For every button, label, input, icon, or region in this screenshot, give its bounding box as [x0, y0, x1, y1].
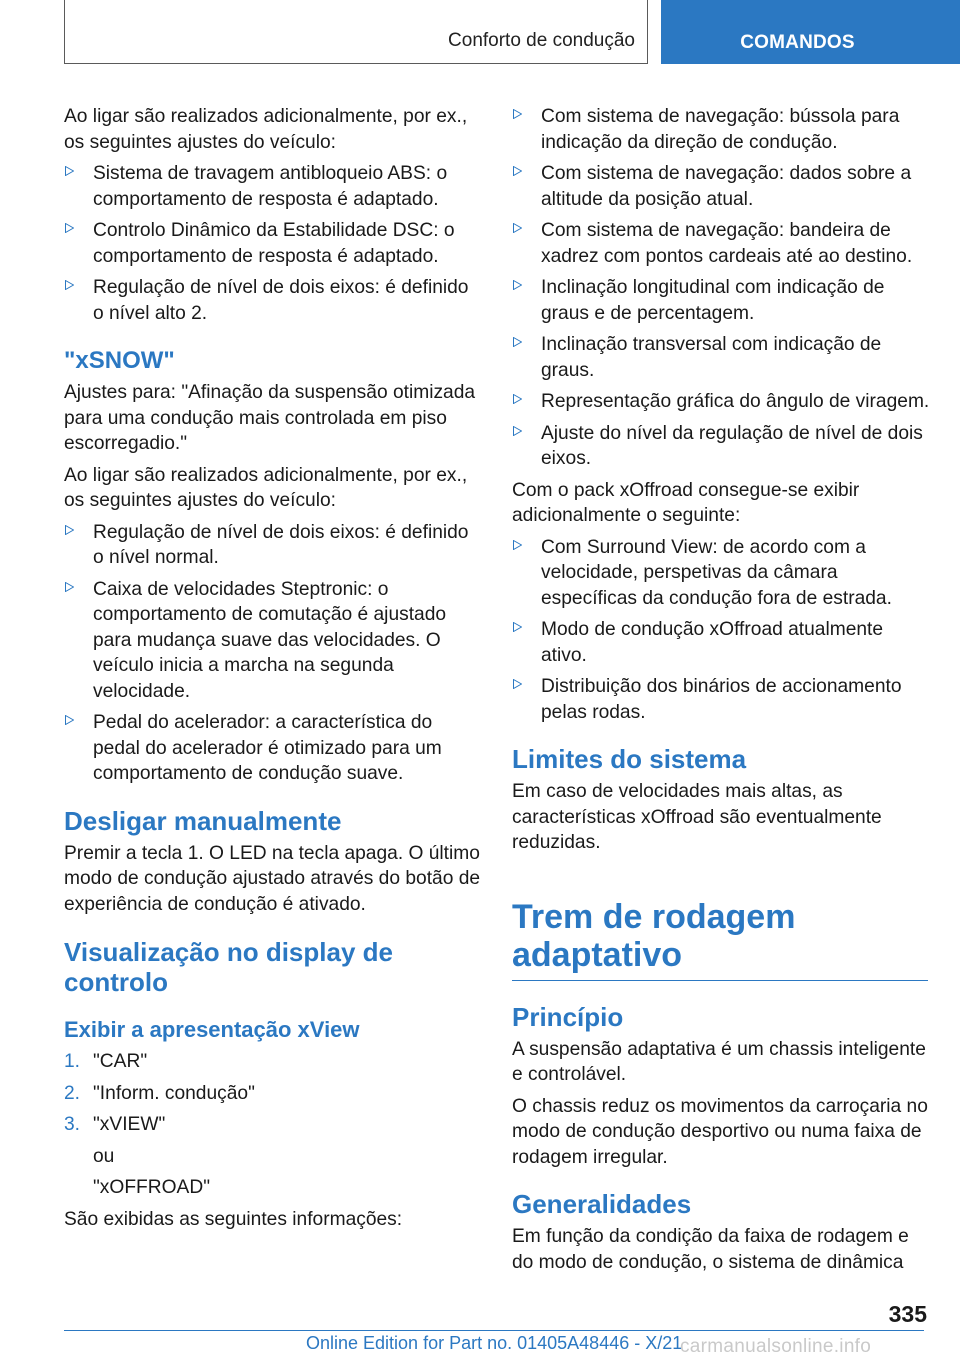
list-item: Com sistema de navegação: bússola para indicação da direção de condução. — [512, 104, 930, 155]
step-number: 1. — [64, 1051, 81, 1072]
step-or: ou — [93, 1145, 115, 1167]
header-frame — [64, 0, 648, 64]
triangle-bullet-icon — [65, 525, 74, 535]
step-alternative: "xOFFROAD" — [93, 1177, 211, 1198]
page-number: 335 — [888, 1301, 927, 1327]
triangle-bullet-icon — [513, 166, 522, 176]
triangle-bullet-icon — [65, 166, 74, 176]
triangle-bullet-icon — [65, 715, 74, 725]
xview-heading: Exibir a apresentação xView — [64, 1017, 360, 1042]
triangle-bullet-icon — [513, 622, 522, 632]
list-item: Pedal do acelerador: a característica do pedal do acelerador é otimizado para um comportamento de condução suave. — [64, 710, 484, 787]
list-item: Inclinação transversal com indicação de graus. — [512, 332, 930, 383]
xsnow-text: Ajustes para: "Afinação da suspensão otimizada para uma condução mais controlada em piso escorregadio." — [64, 382, 476, 454]
principle-heading: Princípio — [512, 1001, 624, 1032]
list-item: Distribuição dos binários de accionamento pelas rodas. — [512, 674, 930, 725]
chapter-heading: Trem de rodagem adaptativo — [512, 897, 796, 974]
triangle-bullet-icon — [65, 223, 74, 233]
triangle-bullet-icon — [513, 426, 522, 436]
footer-rule — [64, 1330, 924, 1331]
header-chapter-tab — [661, 0, 960, 64]
list-item: Regulação de nível de dois eixos: é definido o nível alto 2. — [64, 275, 484, 326]
triangle-bullet-icon — [513, 394, 522, 404]
display-heading: Visualização no display de controlo — [64, 937, 393, 997]
triangle-bullet-icon — [513, 109, 522, 119]
step-item: 1. "CAR" — [64, 1049, 484, 1075]
limits-text: Em caso de velocidades mais altas, as características xOffroad são eventualmente reduzidas. — [512, 781, 882, 853]
right-column — [512, 104, 930, 1281]
list-item: Ajuste do nível da regulação de nível de dois eixos. — [512, 421, 930, 472]
chapter-rule — [512, 980, 928, 981]
manual-off-heading: Desligar manualmente — [64, 805, 342, 836]
footer-watermark: carmanualsonline.info — [680, 1336, 872, 1357]
info-intro: São exibidas as seguintes informações: — [64, 1208, 403, 1230]
list-item: Com sistema de navegação: dados sobre a altitude da posição atual. — [512, 161, 930, 212]
list-item: Caixa de velocidades Steptronic: o comportamento de comutação é ajustado para mudança suave das velocidades. O veículo inicia a marcha na segunda velocidade. — [64, 577, 484, 705]
list-item: Regulação de nível de dois eixos: é definido o nível normal. — [64, 520, 484, 571]
triangle-bullet-icon — [65, 582, 74, 592]
header-section-title: Conforto de condução — [448, 30, 635, 51]
list-item: Representação gráfica do ângulo de viragem. — [512, 389, 930, 415]
step-item: 2. "Inform. condução" — [64, 1081, 484, 1107]
manual-off-text: Premir a tecla 1. O LED na tecla apaga. O último modo de condução ajustado através do botão de experiência de condução é ativado. — [64, 842, 481, 915]
triangle-bullet-icon — [513, 679, 522, 689]
general-text: Em função da condição da faixa de rodagem e do modo de condução, o sistema de dinâmica — [512, 1226, 909, 1273]
list-item: Com sistema de navegação: bandeira de xadrez com pontos cardeais até ao destino. — [512, 218, 930, 269]
triangle-bullet-icon — [513, 540, 522, 550]
principle-text-2: O chassis reduz os movimentos da carroçaria no modo de condução desportivo ou numa faixa de rodagem irregular. — [512, 1095, 928, 1168]
step-number: 2. — [64, 1082, 81, 1104]
xsnow-heading: "xSNOW" — [64, 347, 175, 374]
triangle-bullet-icon — [513, 280, 522, 290]
triangle-bullet-icon — [65, 280, 74, 290]
list-item: Com Surround View: de acordo com a velocidade, perspetivas da câmara específicas da condução fora de estrada. — [512, 535, 930, 612]
limits-heading: Limites do sistema — [512, 744, 747, 774]
list-item: Controlo Dinâmico da Estabilidade DSC: o comportamento de resposta é adaptado. — [64, 218, 484, 269]
pack-text: Com o pack xOffroad consegue-se exibir adicionalmente o seguinte: — [512, 479, 860, 526]
header-chapter-label: COMANDOS — [740, 32, 855, 53]
left-column — [64, 104, 484, 1238]
intro-text: Ao ligar são realizados adicionalmente, por ex., os seguintes ajustes do veículo: — [64, 106, 468, 153]
triangle-bullet-icon — [513, 223, 522, 233]
footer-edition: Online Edition for Part no. 01405A48446 - X/21 — [306, 1333, 683, 1353]
xsnow-intro: Ao ligar são realizados adicionalmente, por ex., os seguintes ajustes do veículo: — [64, 464, 468, 511]
step-item: 3. "xVIEW" — [64, 1112, 484, 1138]
list-item: Inclinação longitudinal com indicação de graus e de percentagem. — [512, 275, 930, 326]
list-item: Sistema de travagem antibloqueio ABS: o comportamento de resposta é adaptado. — [64, 161, 484, 212]
principle-text-1: A suspensão adaptativa é um chassis inteligente e controlável. — [512, 1038, 926, 1085]
general-heading: Generalidades — [512, 1189, 692, 1219]
step-number: 3. — [64, 1114, 81, 1135]
list-item: Modo de condução xOffroad atualmente ativo. — [512, 617, 930, 668]
triangle-bullet-icon — [513, 337, 522, 347]
